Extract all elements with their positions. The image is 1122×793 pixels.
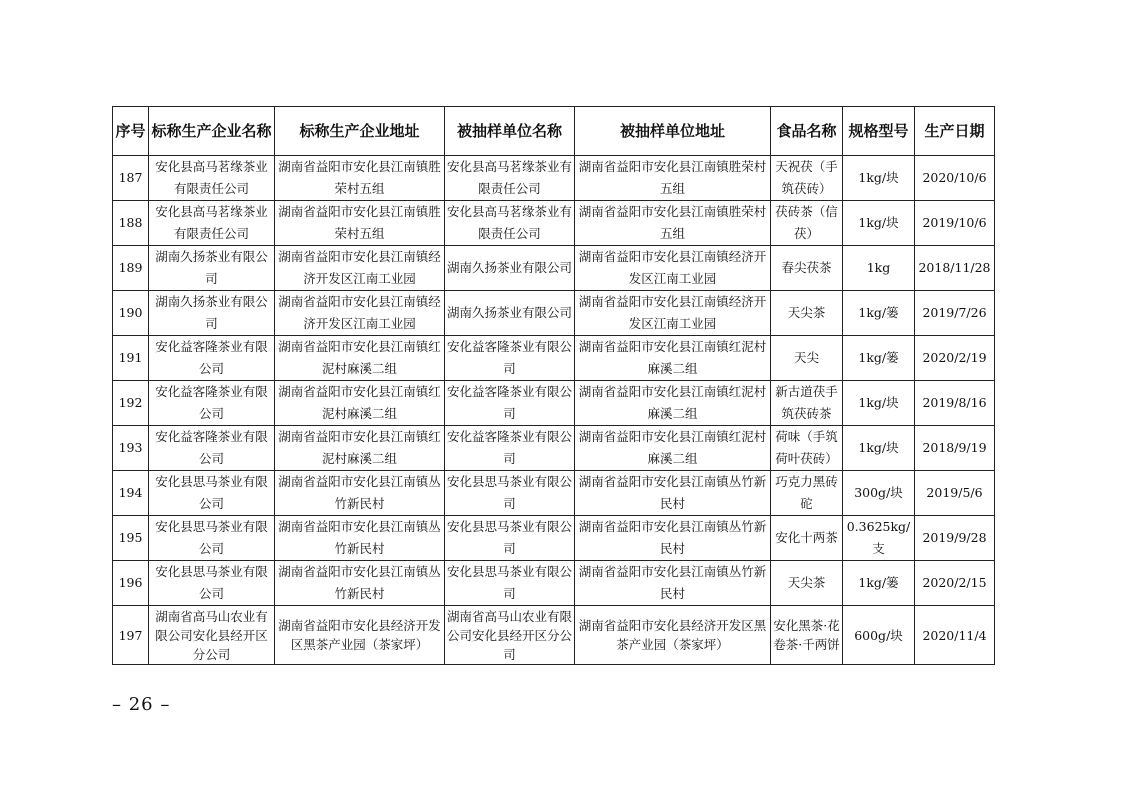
cell-manufacturer-address: 湖南省益阳市安化县江南镇红泥村麻溪二组 xyxy=(275,426,445,471)
cell-serial-no: 194 xyxy=(113,471,149,516)
cell-sampled-unit-name: 安化县思马茶业有限公司 xyxy=(445,471,575,516)
table-row xyxy=(113,201,995,246)
cell-serial-no: 192 xyxy=(113,381,149,426)
cell-serial-no: 191 xyxy=(113,336,149,381)
cell-production-date: 2019/5/6 xyxy=(915,471,995,516)
cell-manufacturer-address: 湖南省益阳市安化县江南镇胜荣村五组 xyxy=(275,156,445,201)
cell-sampled-unit-address: 湖南省益阳市安化县江南镇丛竹新民村 xyxy=(575,471,771,516)
cell-serial-no: 189 xyxy=(113,246,149,291)
cell-sampled-unit-address: 湖南省益阳市安化县江南镇经济开发区江南工业园 xyxy=(575,291,771,336)
cell-production-date: 2020/10/6 xyxy=(915,156,995,201)
cell-sampled-unit-address: 湖南省益阳市安化县江南镇经济开发区江南工业园 xyxy=(575,246,771,291)
cell-manufacturer-name: 湖南久扬茶业有限公司 xyxy=(149,246,275,291)
cell-specification: 1kg/块 xyxy=(843,381,915,426)
cell-manufacturer-name: 安化县思马茶业有限公司 xyxy=(149,516,275,561)
cell-food-name: 天尖 xyxy=(771,336,843,381)
cell-manufacturer-name: 安化县高马茗缘茶业有限责任公司 xyxy=(149,201,275,246)
cell-manufacturer-address: 湖南省益阳市安化县江南镇经济开发区江南工业园 xyxy=(275,291,445,336)
table-row xyxy=(113,246,995,291)
cell-food-name: 天尖茶 xyxy=(771,561,843,606)
cell-manufacturer-name: 安化益客隆茶业有限公司 xyxy=(149,426,275,471)
table-row xyxy=(113,426,995,471)
cell-manufacturer-address: 湖南省益阳市安化县经济开发区黑茶产业园（茶家坪） xyxy=(275,606,445,665)
cell-food-name: 安化黑茶·花卷茶·千两饼 xyxy=(771,606,843,665)
cell-manufacturer-address: 湖南省益阳市安化县江南镇丛竹新民村 xyxy=(275,516,445,561)
header-sampled-unit-address: 被抽样单位地址 xyxy=(575,107,771,156)
page-number: – 26 – xyxy=(112,694,171,715)
cell-food-name: 巧克力黑砖砣 xyxy=(771,471,843,516)
header-sampled-unit-name: 被抽样单位名称 xyxy=(445,107,575,156)
table-row xyxy=(113,516,995,561)
cell-specification: 1kg/块 xyxy=(843,426,915,471)
cell-sampled-unit-address: 湖南省益阳市安化县江南镇丛竹新民村 xyxy=(575,516,771,561)
cell-sampled-unit-name: 安化县高马茗缘茶业有限责任公司 xyxy=(445,156,575,201)
cell-manufacturer-address: 湖南省益阳市安化县江南镇丛竹新民村 xyxy=(275,561,445,606)
cell-production-date: 2019/8/16 xyxy=(915,381,995,426)
cell-manufacturer-name: 安化县高马茗缘茶业有限责任公司 xyxy=(149,156,275,201)
cell-manufacturer-address: 湖南省益阳市安化县江南镇红泥村麻溪二组 xyxy=(275,336,445,381)
table-header-row xyxy=(113,107,995,156)
table-row xyxy=(113,606,995,665)
table-row xyxy=(113,156,995,201)
table-row xyxy=(113,291,995,336)
cell-production-date: 2020/11/4 xyxy=(915,606,995,665)
cell-sampled-unit-name: 湖南久扬茶业有限公司 xyxy=(445,291,575,336)
cell-serial-no: 190 xyxy=(113,291,149,336)
cell-production-date: 2019/10/6 xyxy=(915,201,995,246)
cell-specification: 1kg/块 xyxy=(843,156,915,201)
cell-food-name: 荷味（手筑荷叶茯砖） xyxy=(771,426,843,471)
cell-serial-no: 196 xyxy=(113,561,149,606)
cell-specification: 0.3625kg/支 xyxy=(843,516,915,561)
cell-manufacturer-name: 湖南久扬茶业有限公司 xyxy=(149,291,275,336)
header-manufacturer-address: 标称生产企业地址 xyxy=(275,107,445,156)
sampling-results-table xyxy=(112,106,995,665)
cell-food-name: 天尖茶 xyxy=(771,291,843,336)
cell-manufacturer-address: 湖南省益阳市安化县江南镇经济开发区江南工业园 xyxy=(275,246,445,291)
cell-manufacturer-name: 安化县思马茶业有限公司 xyxy=(149,561,275,606)
cell-sampled-unit-address: 湖南省益阳市安化县江南镇胜荣村五组 xyxy=(575,201,771,246)
cell-specification: 1kg/块 xyxy=(843,201,915,246)
cell-sampled-unit-address: 湖南省益阳市安化县江南镇胜荣村五组 xyxy=(575,156,771,201)
cell-production-date: 2020/2/15 xyxy=(915,561,995,606)
cell-manufacturer-address: 湖南省益阳市安化县江南镇胜荣村五组 xyxy=(275,201,445,246)
cell-serial-no: 193 xyxy=(113,426,149,471)
cell-sampled-unit-name: 安化县高马茗缘茶业有限责任公司 xyxy=(445,201,575,246)
header-serial-no: 序号 xyxy=(113,107,149,156)
cell-sampled-unit-name: 安化益客隆茶业有限公司 xyxy=(445,381,575,426)
cell-sampled-unit-name: 安化县思马茶业有限公司 xyxy=(445,516,575,561)
cell-manufacturer-name: 湖南省高马山农业有限公司安化县经开区分公司 xyxy=(149,606,275,665)
cell-sampled-unit-name: 安化益客隆茶业有限公司 xyxy=(445,336,575,381)
header-specification: 规格型号 xyxy=(843,107,915,156)
table-row xyxy=(113,336,995,381)
cell-sampled-unit-address: 湖南省益阳市安化县江南镇丛竹新民村 xyxy=(575,561,771,606)
cell-manufacturer-name: 安化益客隆茶业有限公司 xyxy=(149,381,275,426)
cell-sampled-unit-name: 湖南久扬茶业有限公司 xyxy=(445,246,575,291)
cell-sampled-unit-address: 湖南省益阳市安化县江南镇红泥村麻溪二组 xyxy=(575,336,771,381)
cell-sampled-unit-name: 湖南省高马山农业有限公司安化县经开区分公司 xyxy=(445,606,575,665)
cell-production-date: 2018/9/19 xyxy=(915,426,995,471)
cell-food-name: 安化十两茶 xyxy=(771,516,843,561)
table-row xyxy=(113,471,995,516)
table-row xyxy=(113,561,995,606)
table-row xyxy=(113,381,995,426)
cell-serial-no: 195 xyxy=(113,516,149,561)
cell-food-name: 天祝茯（手筑茯砖） xyxy=(771,156,843,201)
table-body xyxy=(113,156,995,665)
cell-specification: 1kg/篓 xyxy=(843,291,915,336)
header-production-date: 生产日期 xyxy=(915,107,995,156)
cell-manufacturer-address: 湖南省益阳市安化县江南镇红泥村麻溪二组 xyxy=(275,381,445,426)
cell-manufacturer-name: 安化益客隆茶业有限公司 xyxy=(149,336,275,381)
cell-sampled-unit-address: 湖南省益阳市安化县经济开发区黑茶产业园（茶家坪） xyxy=(575,606,771,665)
cell-specification: 600g/块 xyxy=(843,606,915,665)
cell-specification: 1kg/篓 xyxy=(843,561,915,606)
cell-serial-no: 187 xyxy=(113,156,149,201)
cell-manufacturer-address: 湖南省益阳市安化县江南镇丛竹新民村 xyxy=(275,471,445,516)
cell-food-name: 茯砖茶（信茯） xyxy=(771,201,843,246)
header-food-name: 食品名称 xyxy=(771,107,843,156)
cell-sampled-unit-name: 安化益客隆茶业有限公司 xyxy=(445,426,575,471)
cell-specification: 1kg/篓 xyxy=(843,336,915,381)
cell-specification: 1kg xyxy=(843,246,915,291)
cell-specification: 300g/块 xyxy=(843,471,915,516)
cell-sampled-unit-name: 安化县思马茶业有限公司 xyxy=(445,561,575,606)
cell-production-date: 2019/7/26 xyxy=(915,291,995,336)
cell-food-name: 春尖茯茶 xyxy=(771,246,843,291)
cell-serial-no: 197 xyxy=(113,606,149,665)
cell-sampled-unit-address: 湖南省益阳市安化县江南镇红泥村麻溪二组 xyxy=(575,381,771,426)
cell-manufacturer-name: 安化县思马茶业有限公司 xyxy=(149,471,275,516)
cell-production-date: 2020/2/19 xyxy=(915,336,995,381)
header-manufacturer-name: 标称生产企业名称 xyxy=(149,107,275,156)
cell-serial-no: 188 xyxy=(113,201,149,246)
cell-sampled-unit-address: 湖南省益阳市安化县江南镇红泥村麻溪二组 xyxy=(575,426,771,471)
cell-food-name: 新古道茯手筑茯砖茶 xyxy=(771,381,843,426)
cell-production-date: 2018/11/28 xyxy=(915,246,995,291)
cell-production-date: 2019/9/28 xyxy=(915,516,995,561)
